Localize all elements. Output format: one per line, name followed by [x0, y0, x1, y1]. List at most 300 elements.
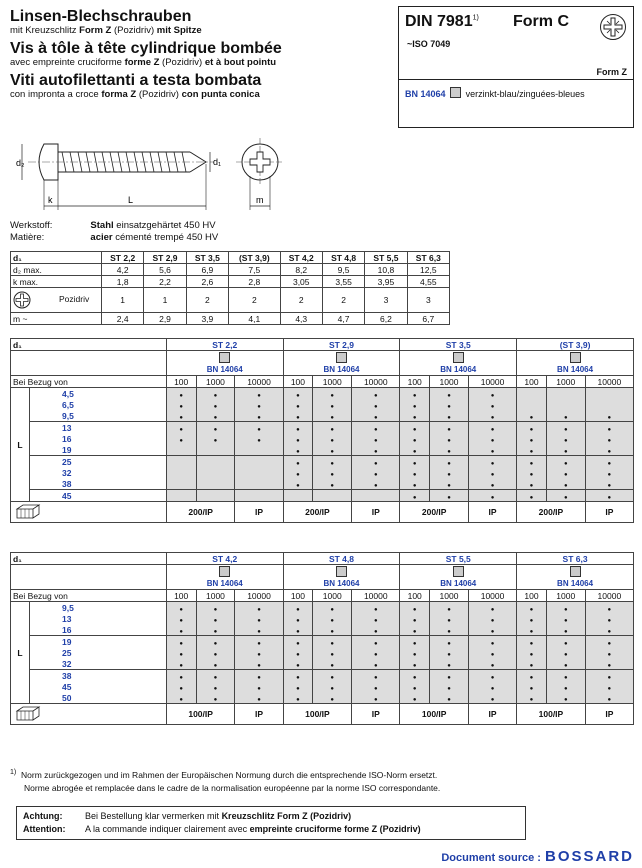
qty-header: 100 — [517, 376, 547, 388]
empty-cell — [235, 456, 283, 468]
group-header-row — [11, 553, 634, 565]
iso-equivalent: ~ISO 7049 — [407, 39, 451, 49]
m-label: m — [256, 195, 264, 205]
availability-dot — [313, 636, 352, 648]
length-value: 38 — [30, 478, 167, 490]
length-row — [11, 444, 634, 456]
length-value: 16 — [30, 433, 167, 444]
availability-dot — [313, 478, 352, 490]
availability-dot — [468, 478, 516, 490]
availability-dot — [430, 647, 469, 658]
din-form: Form C — [513, 13, 569, 30]
qty-header: 10000 — [585, 376, 633, 388]
availability-dot — [313, 410, 352, 422]
qty-header: 1000 — [546, 376, 585, 388]
L-label: L — [11, 388, 30, 502]
spec-row — [11, 264, 450, 276]
material-treatment-fr: cémenté trempé 450 HV — [115, 232, 219, 243]
availability-dot — [430, 399, 469, 410]
availability-dot — [517, 670, 547, 682]
size-group-header: (ST 3,9) — [517, 339, 634, 351]
availability-dot — [546, 444, 585, 456]
availability-dot — [196, 624, 235, 636]
availability-dot — [313, 692, 352, 704]
spec-value: 2,9 — [144, 313, 186, 325]
din-box — [398, 6, 634, 128]
availability-dot — [313, 602, 352, 614]
availability-dot — [235, 410, 283, 422]
availability-dot — [283, 670, 313, 682]
availability-dot — [235, 636, 283, 648]
availability-dot — [546, 692, 585, 704]
availability-dot — [400, 433, 430, 444]
spec-value: 6,7 — [407, 313, 449, 325]
finish-swatch-cell — [517, 351, 634, 365]
packaging-unit: IP — [352, 502, 400, 523]
spec-value: 12,5 — [407, 264, 449, 276]
packaging-unit: 200/IP — [400, 502, 469, 523]
length-value: 13 — [30, 422, 167, 434]
spec-row — [11, 276, 450, 288]
availability-dot — [585, 658, 633, 670]
availability-dot — [517, 624, 547, 636]
size-header: ST 4,8 — [322, 252, 364, 264]
length-row — [11, 388, 634, 400]
availability-dot — [517, 478, 547, 490]
availability-dot — [400, 602, 430, 614]
bn-number: BN 14064 — [517, 578, 634, 590]
availability-dot — [546, 410, 585, 422]
availability-dot — [166, 692, 196, 704]
packaging-unit: IP — [468, 704, 516, 725]
empty-cell — [546, 388, 585, 400]
size-group-header: ST 5,5 — [400, 553, 517, 565]
availability-dot — [546, 624, 585, 636]
availability-dot — [430, 692, 469, 704]
packaging-unit: 100/IP — [166, 704, 235, 725]
availability-dot — [517, 602, 547, 614]
availability-dot — [283, 681, 313, 692]
material-label-de: Werkstoff: — [10, 220, 53, 231]
spec-header-row — [11, 252, 450, 264]
material-label-fr: Matière: — [10, 232, 45, 243]
availability-dot — [517, 444, 547, 456]
spec-value: 2 — [280, 288, 322, 313]
availability-dot — [400, 478, 430, 490]
empty-cell — [517, 399, 547, 410]
footnote-de: Norm zurückgezogen und im Rahmen der Europäischen Normung durch die entsprechende ISO-Norm ersetzt. — [21, 769, 438, 780]
attention-label-de: Achtung: — [23, 811, 63, 821]
length-value: 45 — [30, 681, 167, 692]
availability-dot — [196, 433, 235, 444]
qty-header: 1000 — [196, 376, 235, 388]
availability-dot — [430, 478, 469, 490]
availability-dot — [468, 692, 516, 704]
availability-dot — [352, 456, 400, 468]
finish-swatch — [570, 352, 581, 363]
spec-value: 4,3 — [280, 313, 322, 325]
size-group-header: ST 2,9 — [283, 339, 400, 351]
pozidriv-icon — [599, 13, 627, 41]
length-value: 50 — [30, 692, 167, 704]
blank-cell — [11, 351, 167, 376]
spec-label: d₂ max. — [11, 264, 102, 276]
bn-number: BN 14064 — [283, 364, 400, 376]
availability-dot — [352, 636, 400, 648]
availability-dot — [546, 456, 585, 468]
availability-dot — [546, 670, 585, 682]
spec-value: 1 — [102, 288, 144, 313]
spec-value: 2,6 — [186, 276, 228, 288]
availability-table-1 — [10, 338, 634, 523]
title-de: Linsen-Blechschrauben — [10, 8, 192, 25]
spec-label: m ~ — [11, 313, 102, 325]
size-group-header: ST 2,2 — [166, 339, 283, 351]
empty-cell — [166, 490, 196, 502]
availability-dot — [430, 602, 469, 614]
availability-dot — [400, 467, 430, 478]
empty-cell — [313, 490, 352, 502]
qty-header: 100 — [283, 590, 313, 602]
finish-swatch-cell — [517, 565, 634, 579]
spec-value: 5,6 — [144, 264, 186, 276]
availability-dot — [196, 647, 235, 658]
qty-header: 1000 — [430, 376, 469, 388]
spec-row — [11, 288, 450, 313]
availability-dot — [585, 433, 633, 444]
pack-row — [11, 502, 634, 523]
spec-value: 8,2 — [280, 264, 322, 276]
availability-dot — [517, 422, 547, 434]
pozidriv-icon — [13, 291, 31, 309]
availability-dot — [585, 467, 633, 478]
L-label: L — [11, 602, 30, 704]
empty-cell — [166, 478, 196, 490]
spec-value: 4,1 — [229, 313, 281, 325]
availability-dot — [517, 658, 547, 670]
availability-dot — [313, 422, 352, 434]
package-icon — [15, 705, 41, 721]
availability-dot — [196, 658, 235, 670]
footnote-mark: 1) — [10, 768, 17, 776]
availability-dot — [517, 613, 547, 624]
availability-dot — [313, 444, 352, 456]
d1-header: d₁ — [11, 553, 167, 565]
spec-value: 2,4 — [102, 313, 144, 325]
availability-dot — [585, 692, 633, 704]
qty-header: 1000 — [313, 590, 352, 602]
availability-dot — [546, 681, 585, 692]
availability-dot — [517, 647, 547, 658]
availability-dot — [468, 433, 516, 444]
availability-dot — [585, 602, 633, 614]
availability-dot — [430, 658, 469, 670]
subtitle-it: con impronta a croce forma Z (Pozidriv) con punta conica — [10, 89, 260, 100]
availability-dot — [196, 670, 235, 682]
availability-dot — [283, 692, 313, 704]
availability-dot — [352, 681, 400, 692]
availability-dot — [235, 613, 283, 624]
packaging-unit: IP — [235, 502, 283, 523]
attention-fr: A la commande indiquer clairement avec empreinte cruciforme forme Z (Pozidriv) — [85, 824, 421, 834]
length-row — [11, 478, 634, 490]
availability-dot — [517, 456, 547, 468]
availability-dot — [283, 399, 313, 410]
empty-cell — [196, 490, 235, 502]
availability-dot — [235, 658, 283, 670]
empty-cell — [585, 388, 633, 400]
package-icon — [15, 503, 41, 519]
availability-dot — [546, 613, 585, 624]
length-row — [11, 467, 634, 478]
attention-label-fr: Attention: — [23, 824, 66, 834]
packaging-unit: IP — [585, 704, 633, 725]
packaging-unit: 100/IP — [400, 704, 469, 725]
size-group-header: ST 4,2 — [166, 553, 283, 565]
availability-dot — [400, 422, 430, 434]
packaging-unit: IP — [352, 704, 400, 725]
availability-dot — [468, 444, 516, 456]
spec-value: 3,05 — [280, 276, 322, 288]
title-block — [10, 8, 394, 104]
availability-dot — [468, 624, 516, 636]
qty-header: 10000 — [352, 376, 400, 388]
availability-dot — [546, 602, 585, 614]
finish-swatch — [219, 566, 230, 577]
availability-dot — [546, 467, 585, 478]
availability-dot — [283, 658, 313, 670]
length-value: 38 — [30, 670, 167, 682]
availability-dot — [546, 636, 585, 648]
qty-header: 100 — [283, 376, 313, 388]
availability-dot — [468, 490, 516, 502]
qty-header: 10000 — [352, 590, 400, 602]
finish-swatch — [336, 566, 347, 577]
empty-cell — [352, 490, 400, 502]
availability-dot — [430, 388, 469, 400]
availability-dot — [585, 624, 633, 636]
availability-dot — [400, 456, 430, 468]
qty-header: 100 — [400, 590, 430, 602]
availability-dot — [585, 444, 633, 456]
spec-value: 2 — [229, 288, 281, 313]
length-value: 13 — [30, 613, 167, 624]
qty-row — [11, 376, 634, 388]
pozidriv-label: Pozidriv — [59, 294, 90, 305]
packaging-unit: IP — [235, 704, 283, 725]
availability-dot — [430, 613, 469, 624]
availability-dot — [352, 624, 400, 636]
length-value: 25 — [30, 647, 167, 658]
size-group-header: ST 4,8 — [283, 553, 400, 565]
spec-value: 1,8 — [102, 276, 144, 288]
footnote-fr: Norme abrogée et remplacée dans le cadre de la normalisation européenne par la norme ISO correspondante. — [24, 782, 441, 793]
d1-label: d₁ — [213, 157, 222, 167]
availability-dot — [166, 602, 196, 614]
availability-dot — [235, 433, 283, 444]
availability-dot — [166, 658, 196, 670]
availability-dot — [468, 681, 516, 692]
spec-value: 2 — [186, 288, 228, 313]
material-table — [10, 220, 224, 244]
empty-cell — [517, 388, 547, 400]
length-row — [11, 410, 634, 422]
availability-dot — [283, 444, 313, 456]
length-row — [11, 681, 634, 692]
spec-value: 4,7 — [322, 313, 364, 325]
qty-header: 100 — [517, 590, 547, 602]
availability-dot — [517, 490, 547, 502]
availability-dot — [235, 670, 283, 682]
availability-dot — [585, 636, 633, 648]
availability-dot — [196, 613, 235, 624]
bossard-logo: BOSSARD — [544, 848, 634, 865]
finish-swatch-cell — [400, 565, 517, 579]
availability-dot — [352, 692, 400, 704]
attention-de: Bei Bestellung klar vermerken mit Kreuzschlitz Form Z (Pozidriv) — [85, 811, 352, 821]
qty-header: 100 — [400, 376, 430, 388]
availability-dot — [400, 624, 430, 636]
availability-dot — [166, 433, 196, 444]
availability-dot — [235, 681, 283, 692]
availability-dot — [430, 456, 469, 468]
availability-dot — [352, 467, 400, 478]
bezug-label: Bei Bezug von — [11, 590, 167, 602]
technical-drawing — [10, 134, 310, 216]
availability-dot — [283, 624, 313, 636]
availability-dot — [283, 388, 313, 400]
empty-cell — [196, 444, 235, 456]
availability-dot — [196, 399, 235, 410]
availability-dot — [196, 681, 235, 692]
empty-cell — [283, 490, 313, 502]
availability-dot — [546, 647, 585, 658]
qty-header: 100 — [166, 590, 196, 602]
empty-cell — [166, 444, 196, 456]
empty-cell — [235, 444, 283, 456]
empty-cell — [196, 478, 235, 490]
availability-dot — [196, 388, 235, 400]
spec-label: k max. — [11, 276, 102, 288]
availability-dot — [166, 388, 196, 400]
length-row — [11, 692, 634, 704]
size-header: ST 3,5 — [186, 252, 228, 264]
availability-dot — [430, 467, 469, 478]
qty-header: 10000 — [235, 590, 283, 602]
length-row — [11, 658, 634, 670]
finish-swatch — [219, 352, 230, 363]
empty-cell — [235, 490, 283, 502]
length-row — [11, 456, 634, 468]
spec-value: 2 — [322, 288, 364, 313]
availability-dot — [196, 422, 235, 434]
group-header-row — [11, 339, 634, 351]
length-row — [11, 624, 634, 636]
qty-header: 10000 — [585, 590, 633, 602]
availability-dot — [283, 456, 313, 468]
availability-dot — [313, 388, 352, 400]
availability-dot — [585, 478, 633, 490]
L-label: L — [128, 195, 134, 205]
qty-header: 1000 — [313, 376, 352, 388]
spec-value: 3,9 — [186, 313, 228, 325]
packaging-unit: IP — [468, 502, 516, 523]
availability-dot — [166, 624, 196, 636]
availability-dot — [400, 444, 430, 456]
availability-dot — [166, 647, 196, 658]
size-group-header: ST 3,5 — [400, 339, 517, 351]
length-row — [11, 647, 634, 658]
availability-dot — [585, 410, 633, 422]
availability-dot — [585, 422, 633, 434]
packaging-icon-cell — [11, 704, 167, 725]
availability-dot — [235, 692, 283, 704]
availability-dot — [517, 681, 547, 692]
availability-dot — [352, 444, 400, 456]
availability-dot — [166, 410, 196, 422]
availability-dot — [400, 670, 430, 682]
subtitle-fr: avec empreinte cruciforme forme Z (Pozidriv) et à bout pointu — [10, 57, 277, 68]
availability-dot — [283, 602, 313, 614]
availability-dot — [468, 602, 516, 614]
availability-dot — [468, 388, 516, 400]
availability-dot — [400, 647, 430, 658]
bezug-label: Bei Bezug von — [11, 376, 167, 388]
empty-cell — [235, 478, 283, 490]
length-value: 6,5 — [30, 399, 167, 410]
availability-dot — [546, 422, 585, 434]
length-value: 9,5 — [30, 410, 167, 422]
availability-dot — [283, 433, 313, 444]
length-value: 16 — [30, 624, 167, 636]
empty-cell — [196, 456, 235, 468]
availability-dot — [468, 636, 516, 648]
length-value: 19 — [30, 636, 167, 648]
availability-dot — [468, 647, 516, 658]
availability-dot — [468, 613, 516, 624]
title-fr: Vis à tôle à tête cylindrique bombée — [10, 40, 282, 57]
finish-swatch — [453, 352, 464, 363]
availability-dot — [517, 692, 547, 704]
d1-header: d₁ — [11, 252, 102, 264]
spec-value: 4,55 — [407, 276, 449, 288]
packaging-unit: 200/IP — [166, 502, 235, 523]
spec-value: 2,2 — [144, 276, 186, 288]
availability-dot — [517, 467, 547, 478]
availability-dot — [196, 692, 235, 704]
availability-dot — [430, 624, 469, 636]
availability-dot — [517, 636, 547, 648]
availability-dot — [400, 410, 430, 422]
availability-dot — [166, 613, 196, 624]
subtitle-de: mit Kreuzschlitz Form Z (Pozidriv) mit Spitze — [10, 25, 202, 36]
bn-number: BN 14064 — [166, 364, 283, 376]
empty-cell — [585, 399, 633, 410]
availability-dot — [313, 670, 352, 682]
bn-number: BN 14064 — [400, 364, 517, 376]
availability-dot — [313, 613, 352, 624]
qty-header: 1000 — [546, 590, 585, 602]
availability-dot — [468, 422, 516, 434]
availability-table-2 — [10, 552, 634, 725]
bn-number: BN 14064 — [283, 578, 400, 590]
availability-dot — [430, 433, 469, 444]
finish-swatch — [336, 352, 347, 363]
availability-dot — [430, 410, 469, 422]
spec-value: 6,2 — [365, 313, 407, 325]
availability-dot — [430, 636, 469, 648]
finish-swatch — [570, 566, 581, 577]
